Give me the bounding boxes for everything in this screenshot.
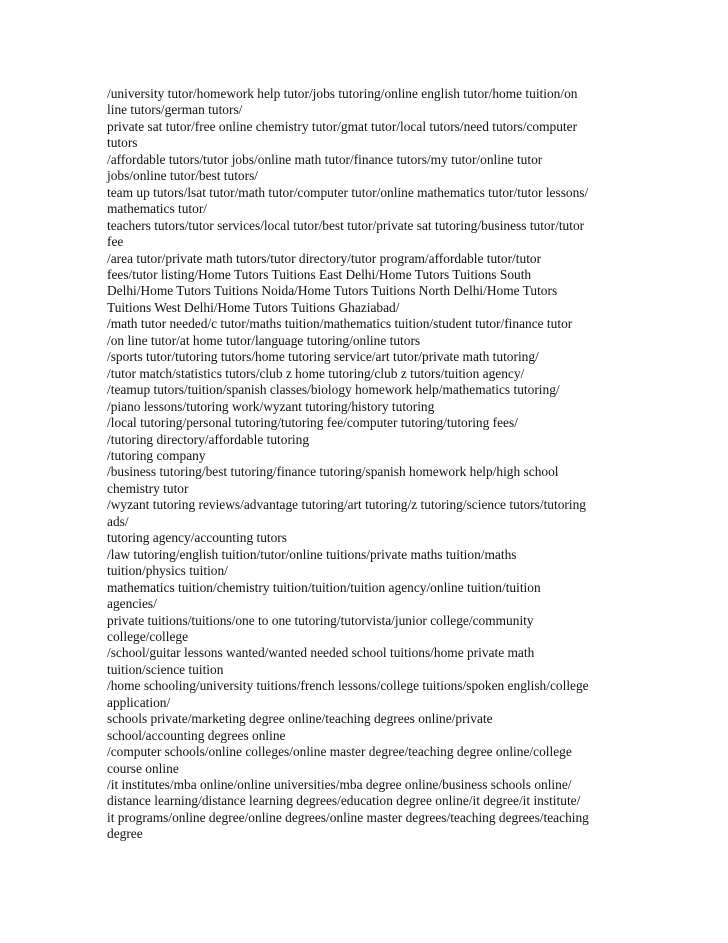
text-line: /wyzant tutoring reviews/advantage tutoring/art tutoring/z tutoring/science tutors/tutoring — [107, 497, 586, 513]
text-line: tuition/science tuition — [107, 661, 224, 677]
text-line: /teamup tutors/tuition/spanish classes/biology homework help/mathematics tutoring/ — [107, 382, 560, 398]
text-line: tutors — [107, 135, 138, 151]
text-line: /area tutor/private math tutors/tutor directory/tutor program/affordable tutor/tutor — [107, 250, 542, 266]
text-line: /piano lessons/tutoring work/wyzant tutoring/history tutoring — [107, 398, 435, 414]
text-line: /tutor match/statistics tutors/club z home tutoring/club z tutors/tuition agency/ — [107, 365, 525, 381]
text-line: mathematics tutor/ — [107, 201, 208, 217]
text-line: team up tutors/lsat tutor/math tutor/computer tutor/online mathematics tutor/tutor lessons/ — [107, 184, 589, 200]
text-line: /tutoring company — [107, 447, 206, 463]
text-line: /business tutoring/best tutoring/finance tutoring/spanish homework help/high school — [107, 464, 559, 480]
text-line: /computer schools/online colleges/online master degree/teaching degree online/college — [107, 744, 572, 760]
text-line: /on line tutor/at home tutor/language tutoring/online tutors — [107, 332, 421, 348]
text-line: it programs/online degree/online degrees/online master degrees/teaching degrees/teaching — [107, 809, 589, 825]
text-line: private sat tutor/free online chemistry tutor/gmat tutor/local tutors/need tutors/computer — [107, 118, 578, 134]
text-line: fee — [107, 234, 124, 250]
text-line: Tuitions West Delhi/Home Tutors Tuitions Ghaziabad/ — [107, 299, 400, 315]
text-line: distance learning/distance learning degrees/education degree online/it degree/it institute/ — [107, 793, 581, 809]
text-line: schools private/marketing degree online/teaching degrees online/private — [107, 711, 493, 727]
text-line: /tutoring directory/affordable tutoring — [107, 431, 310, 447]
text-line: mathematics tuition/chemistry tuition/tuition/tuition agency/online tuition/tuition — [107, 579, 541, 595]
text-line: /home schooling/university tuitions/french lessons/college tuitions/spoken english/college — [107, 678, 589, 694]
text-line: jobs/online tutor/best tutors/ — [107, 168, 259, 184]
text-line: degree — [107, 826, 143, 842]
text-line: agencies/ — [107, 596, 157, 612]
text-line: tutoring agency/accounting tutors — [107, 530, 287, 546]
text-line: /law tutoring/english tuition/tutor/online tuitions/private maths tuition/maths — [107, 546, 517, 562]
text-line: teachers tutors/tutor services/local tutor/best tutor/private sat tutoring/business tutor/tutor — [107, 217, 585, 233]
text-line: fees/tutor listing/Home Tutors Tuitions East Delhi/Home Tutors Tuitions South — [107, 266, 532, 282]
text-line: private tuitions/tuitions/one to one tutoring/tutorvista/junior college/community — [107, 612, 534, 628]
text-line: Delhi/Home Tutors Tuitions Noida/Home Tutors Tuitions North Delhi/Home Tutors — [107, 283, 558, 299]
text-line: line tutors/german tutors/ — [107, 102, 243, 118]
text-line: /sports tutor/tutoring tutors/home tutoring service/art tutor/private math tutoring/ — [107, 349, 539, 365]
text-line: /school/guitar lessons wanted/wanted needed school tuitions/home private math — [107, 645, 535, 661]
text-line: /affordable tutors/tutor jobs/online math tutor/finance tutors/my tutor/online tutor — [107, 151, 543, 167]
text-line: tuition/physics tuition/ — [107, 563, 228, 579]
text-line: /local tutoring/personal tutoring/tutoring fee/computer tutoring/tutoring fees/ — [107, 415, 518, 431]
text-line: /math tutor needed/c tutor/maths tuition/mathematics tuition/student tutor/finance tutor — [107, 316, 573, 332]
text-line: /university tutor/homework help tutor/jobs tutoring/online english tutor/home tuition/on — [107, 86, 578, 101]
text-line: chemistry tutor — [107, 480, 189, 496]
text-line: /it institutes/mba online/online universities/mba degree online/business schools online/ — [107, 777, 572, 793]
text-line: course online — [107, 760, 179, 776]
text-line: ads/ — [107, 513, 129, 529]
text-line: school/accounting degrees online — [107, 727, 286, 743]
body-text — [107, 86, 627, 843]
text-line: application/ — [107, 694, 171, 710]
text-line: college/college — [107, 628, 189, 644]
